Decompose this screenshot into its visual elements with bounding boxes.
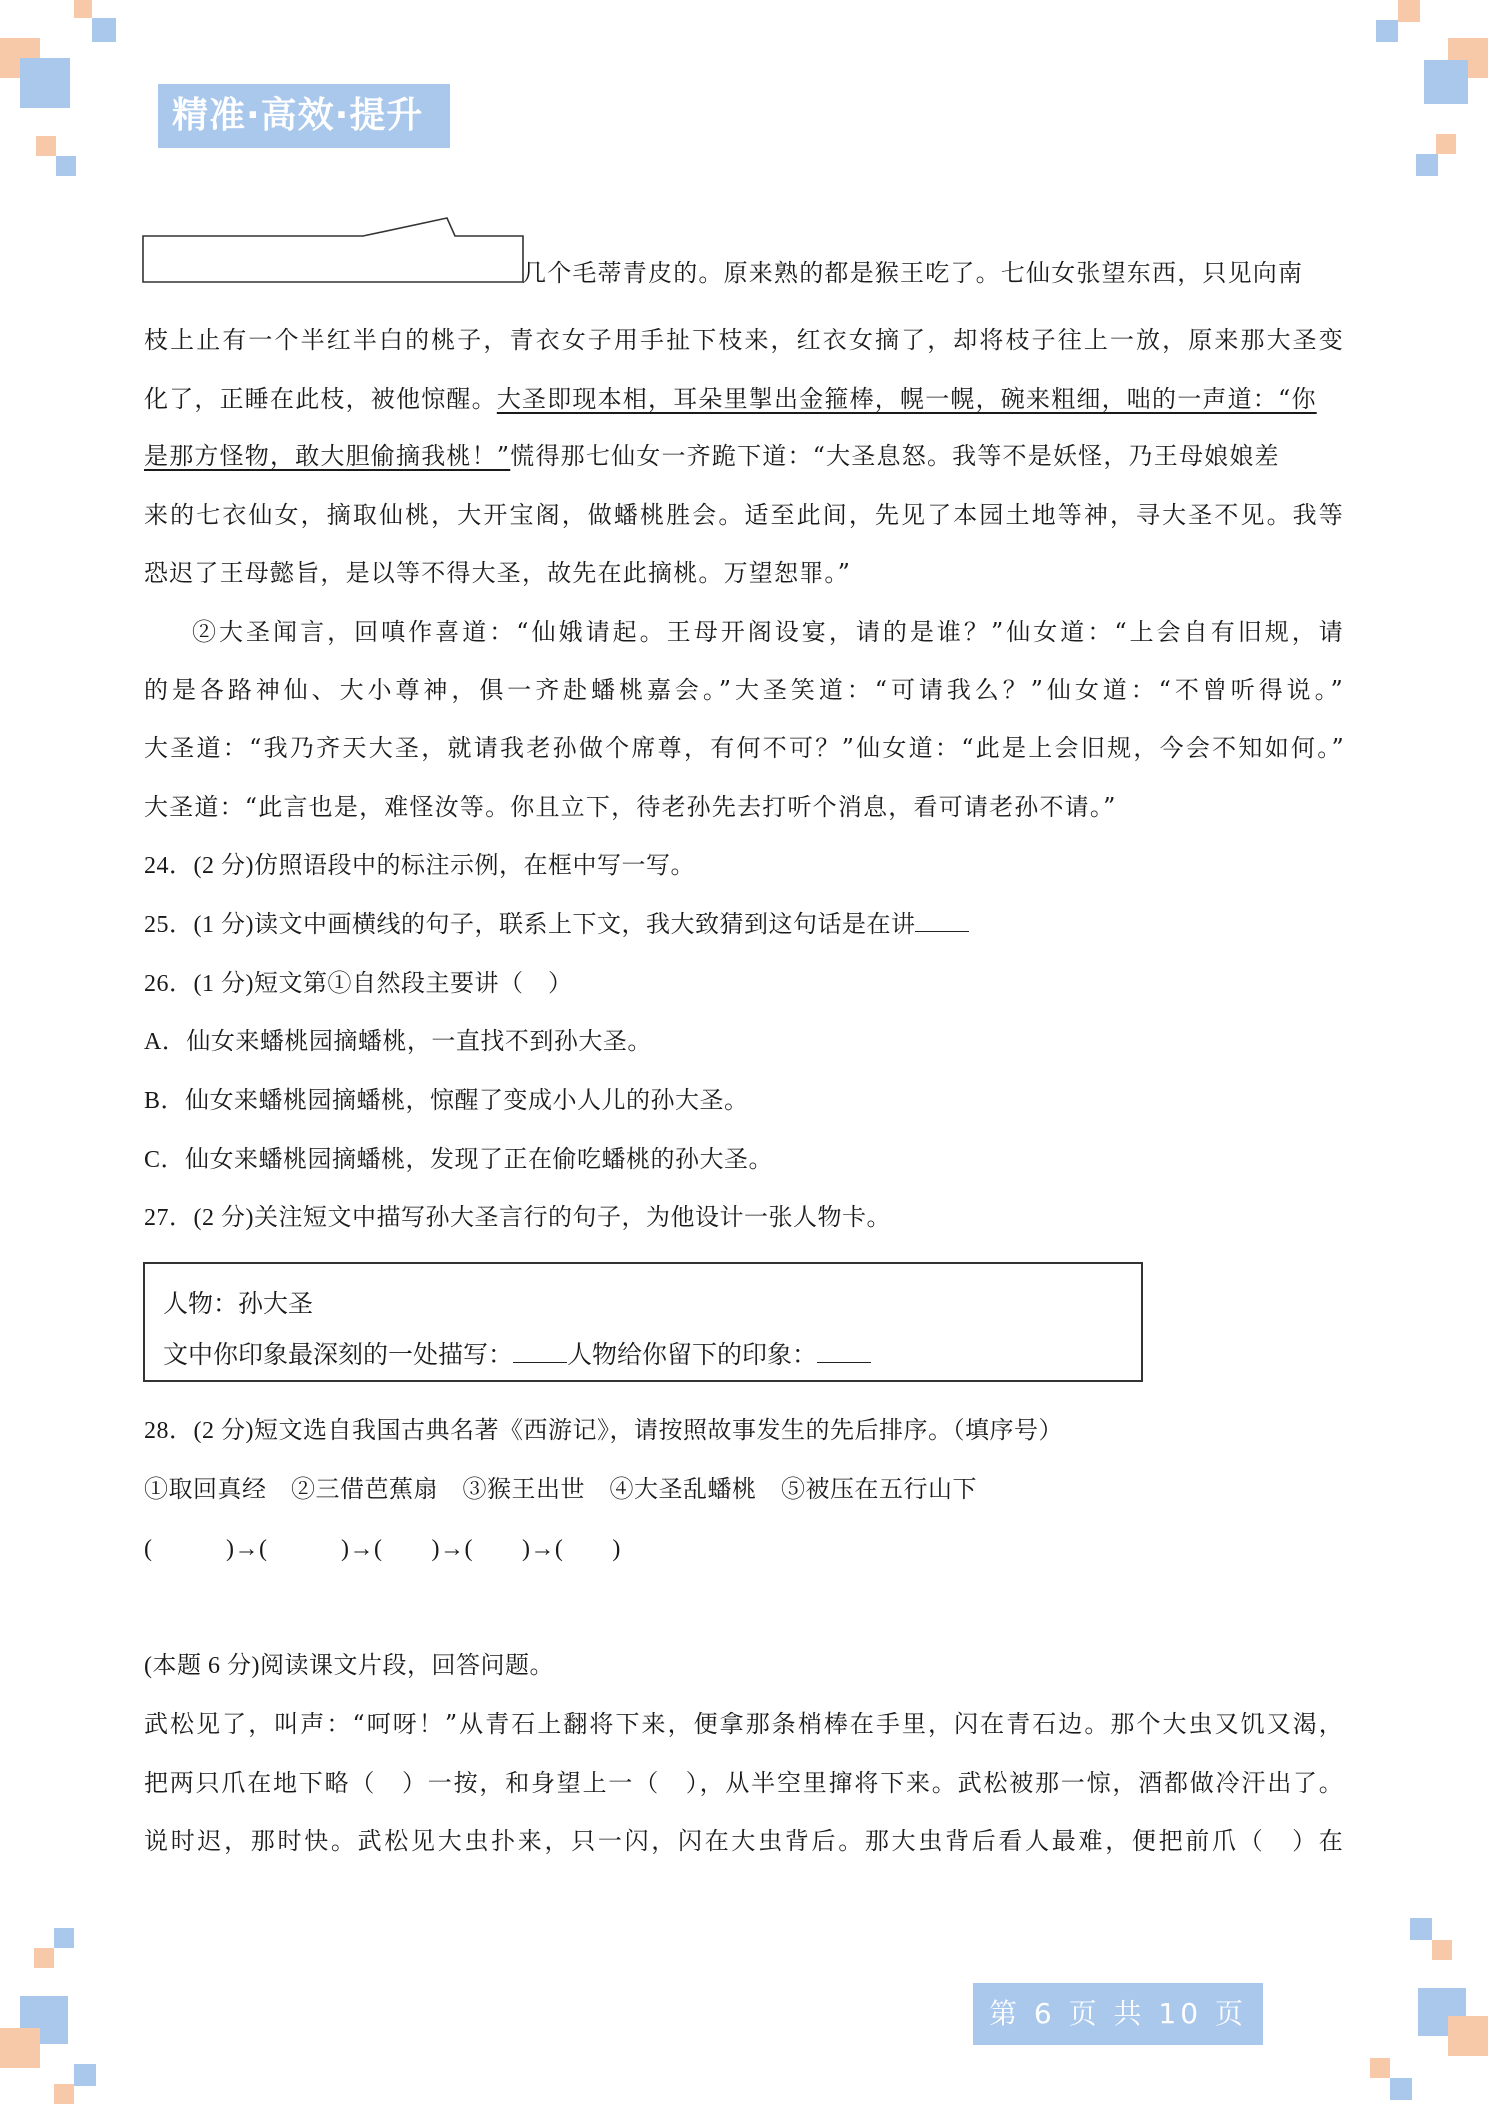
card-label-impression: 人物给你留下的印象：	[567, 1342, 818, 1369]
passage-line: 武松见了，叫声：“呵呀！”从青石上翻将下来，便拿那条梢棒在手里，闪在青石边。那个大虫又饥又渴，	[144, 1710, 1344, 1738]
passage-line: 的是各路神仙、大小尊神，俱一齐赴蟠桃嘉会。”大圣笑道：“可请我么？”仙女道：“不曾听得说。”	[144, 676, 1344, 704]
card-fill-row	[163, 1335, 871, 1371]
underlined-sentence: 大圣即现本相，耳朵里掣出金箍棒，幌一幌，碗来粗细，咄的一声道：“你	[496, 385, 1317, 413]
character-card	[143, 1262, 1143, 1382]
option-c[interactable]: C．仙女来蟠桃园摘蟠桃，发现了正在偷吃蟠桃的孙大圣。	[144, 1147, 774, 1173]
question-28: 28．(2 分)短文选自我国古典名著《西游记》，请按照故事发生的先后排序。（填序号）	[144, 1418, 1063, 1444]
passage-text: 慌得那七仙女一齐跪下道：“大圣息怒。我等不是妖怪，乃王母娘娘差	[510, 442, 1280, 470]
card-label-description: 文中你印象最深刻的一处描写：	[163, 1342, 514, 1369]
passage-2-intro: (本题 6 分)阅读课文片段，回答问题。	[144, 1653, 554, 1679]
answer-box[interactable]	[142, 216, 528, 284]
question-27: 27．(2 分)关注短文中描写孙大圣言行的句子，为他设计一张人物卡。	[144, 1205, 891, 1231]
answer-blank[interactable]	[915, 911, 969, 932]
passage-line: 枝上止有一个半红半白的桃子，青衣女子用手扯下枝来，红衣女摘了，却将枝子往上一放，原来那大圣变	[144, 326, 1344, 354]
option-b[interactable]: B．仙女来蟠桃园摘蟠桃，惊醒了变成小人儿的孙大圣。	[144, 1088, 749, 1114]
question-26: 26．(1 分)短文第①自然段主要讲（ ）	[144, 971, 573, 997]
question-24: 24．(2 分)仿照语段中的标注示例，在框中写一写。	[144, 853, 695, 879]
passage-line	[144, 384, 1317, 414]
question-28-order[interactable]: ( )→( )→( )→( )→( )	[144, 1536, 621, 1562]
passage-line: 几个毛蒂青皮的。原来熟的都是猴王吃了。七仙女张望东西，只见向南	[522, 259, 1304, 287]
passage-line: 说时迟，那时快。武松见大虫扑来，只一闪，闪在大虫背后。那大虫背后看人最难，便把前爪（ ）在	[144, 1827, 1344, 1855]
answer-blank[interactable]	[817, 1342, 871, 1363]
page-number: 第 6 页 共 10 页	[973, 1983, 1263, 2045]
passage-line: 把两只爪在地下略（ ）一按，和身望上一（ ），从半空里撺将下来。武松被那一惊，酒都做冷汗出了。	[144, 1769, 1344, 1797]
passage-line: 来的七衣仙女，摘取仙桃，大开宝阁，做蟠桃胜会。适至此间，先见了本园土地等神，寻大圣不见。我等	[144, 501, 1344, 529]
passage-line: 大圣道：“我乃齐天大圣，就请我老孙做个席尊，有何不可？”仙女道：“此是上会旧规，今会不知如何。”	[144, 734, 1344, 762]
question-28-options: ①取回真经 ②三借芭蕉扇 ③猴王出世 ④大圣乱蟠桃 ⑤被压在五行山下	[144, 1477, 977, 1503]
question-25-text: 25．(1 分)读文中画横线的句子，联系上下文，我大致猜到这句话是在讲	[144, 912, 916, 938]
passage-line: 恐迟了王母懿旨，是以等不得大圣，故先在此摘桃。万望恕罪。”	[144, 559, 852, 587]
option-a[interactable]: A．仙女来蟠桃园摘蟠桃，一直找不到孙大圣。	[144, 1029, 652, 1055]
passage-line	[144, 441, 1280, 471]
question-25	[144, 910, 969, 940]
header-banner: 精准·高效·提升	[158, 84, 450, 148]
underlined-sentence: 是那方怪物，敢大胆偷摘我桃！”	[144, 442, 511, 470]
passage-line: 大圣道：“此言也是，难怪汝等。你且立下，待老孙先去打听个消息，看可请老孙不请。”	[144, 793, 1117, 821]
card-character-name: 人物：孙大圣	[163, 1291, 314, 1318]
passage-text: 化了，正睡在此枝，被他惊醒。	[144, 385, 497, 413]
passage-line: ②大圣闻言，回嗔作喜道：“仙娥请起。王母开阁设宴，请的是谁？”仙女道：“上会自有旧规，请	[192, 618, 1344, 646]
answer-blank[interactable]	[513, 1342, 567, 1363]
